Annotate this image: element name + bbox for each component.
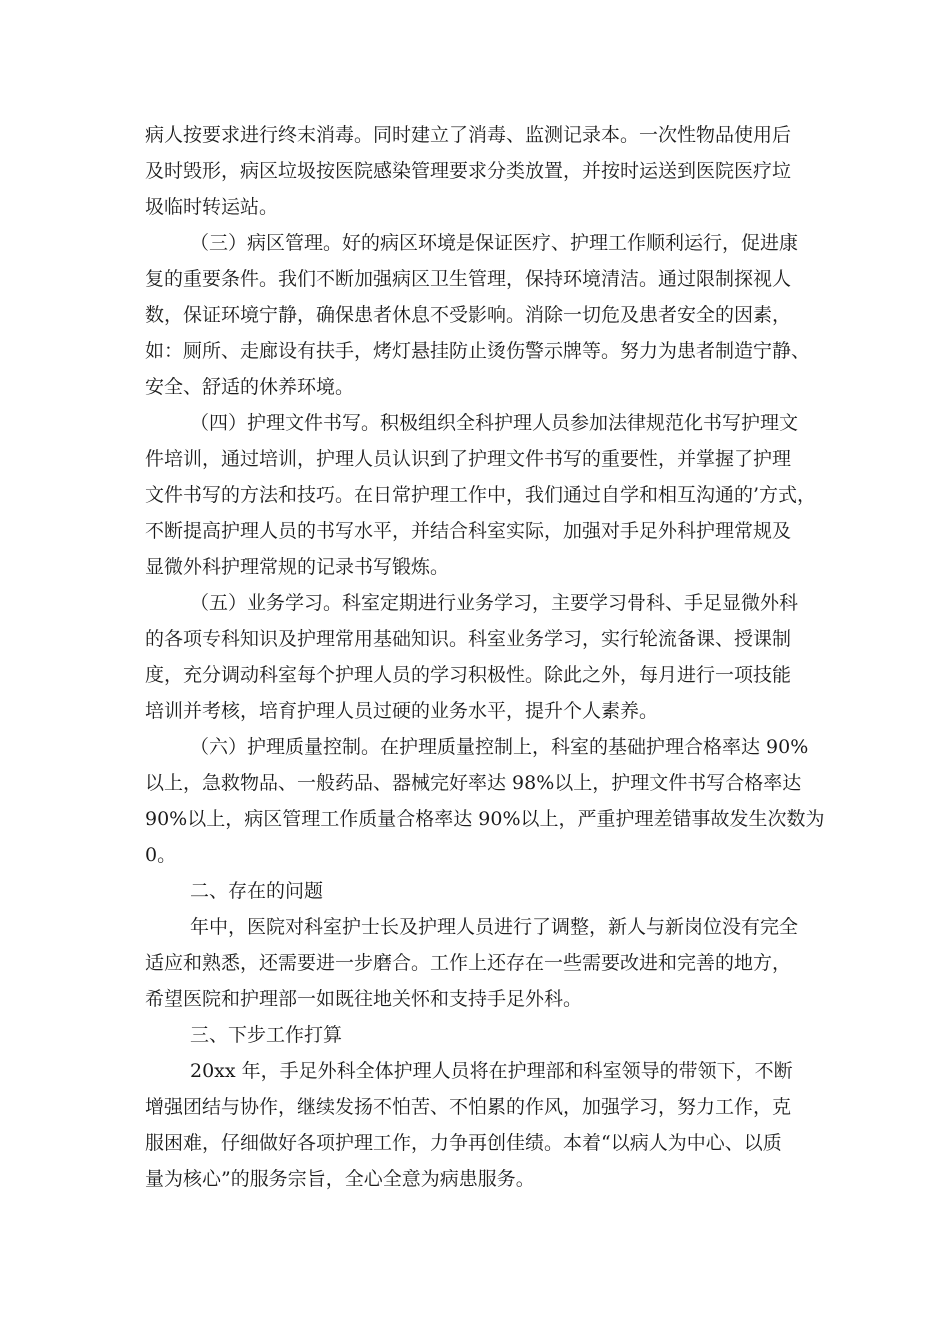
text-line: 不断提高护理人员的书写水平，并结合科室实际，加强对手足外科护理常规及 xyxy=(145,520,792,542)
text-line: 复的重要条件。我们不断加强病区卫生管理，保持环境清洁。通过限制探视人 xyxy=(145,268,792,290)
text-line: 显微外科护理常规的记录书写锻炼。 xyxy=(145,556,450,578)
text-line: 的各项专科知识及护理常用基础知识。科室业务学习，实行轮流备课、授课制 xyxy=(145,628,792,650)
paragraph-heading: （五）业务学习。科室定期进行业务学习，主要学习骨科、手足显微外科 xyxy=(190,592,799,614)
text-line: 0。 xyxy=(145,844,177,866)
text-line: 量为核心”的服务宗旨，全心全意为病患服务。 xyxy=(145,1168,535,1190)
paragraph-heading: （六）护理质量控制。在护理质量控制上，科室的基础护理合格率达 90% xyxy=(190,736,809,758)
text-line: 以上，急救物品、一般药品、器械完好率达 98%以上，护理文件书写合格率达 xyxy=(145,772,802,794)
section-heading: 二、存在的问题 xyxy=(190,880,324,902)
text-line: 及时毁形，病区垃圾按医院感染管理要求分类放置，并按时运送到医院医疗垃 xyxy=(145,160,792,182)
text-line: 适应和熟悉，还需要进一步磨合。工作上还存在一些需要改进和完善的地方， xyxy=(145,952,792,974)
text-line: 90%以上，病区管理工作质量合格率达 90%以上，严重护理差错事故发生次数为 xyxy=(145,808,825,830)
paragraph-heading: （四）护理文件书写。积极组织全科护理人员参加法律规范化书写护理文 xyxy=(190,412,799,434)
text-line: 文件书写的方法和技巧。在日常护理工作中，我们通过自学和相互沟通的’方式， xyxy=(145,484,817,506)
text-line: 年中，医院对科室护士长及护理人员进行了调整，新人与新岗位没有完全 xyxy=(190,916,799,938)
text-line: 培训并考核，培育护理人员过硬的业务水平，提升个人素养。 xyxy=(145,700,659,722)
text-line: 数，保证环境宁静，确保患者休息不受影响。消除一切危及患者安全的因素， xyxy=(145,304,792,326)
text-line: 服困难，仔细做好各项护理工作，力争再创佳绩。本着“以病人为中心、以质 xyxy=(145,1132,782,1154)
section-heading: 三、下步工作打算 xyxy=(190,1024,343,1046)
text-line: 希望医院和护理部一如既往地关怀和支持手足外科。 xyxy=(145,988,583,1010)
text-line: 度，充分调动科室每个护理人员的学习积极性。除此之外，每月进行一项技能 xyxy=(145,664,792,686)
text-line: 如：厕所、走廊设有扶手，烤灯悬挂防止烫伤警示牌等。努力为患者制造宁静、 xyxy=(145,340,811,362)
text-line: 20xx 年，手足外科全体护理人员将在护理部和科室领导的带领下，不断 xyxy=(190,1060,793,1082)
text-line: 病人按要求进行终末消毒。同时建立了消毒、监测记录本。一次性物品使用后 xyxy=(145,124,792,146)
paragraph-heading: （三）病区管理。好的病区环境是保证医疗、护理工作顺利运行，促进康 xyxy=(190,232,799,254)
text-line: 增强团结与协作，继续发扬不怕苦、不怕累的作风，加强学习，努力工作，克 xyxy=(145,1096,792,1118)
text-line: 圾临时转运站。 xyxy=(145,196,279,218)
text-line: 安全、舒适的休养环境。 xyxy=(145,376,355,398)
text-line: 件培训，通过培训，护理人员认识到了护理文件书写的重要性，并掌握了护理 xyxy=(145,448,792,470)
